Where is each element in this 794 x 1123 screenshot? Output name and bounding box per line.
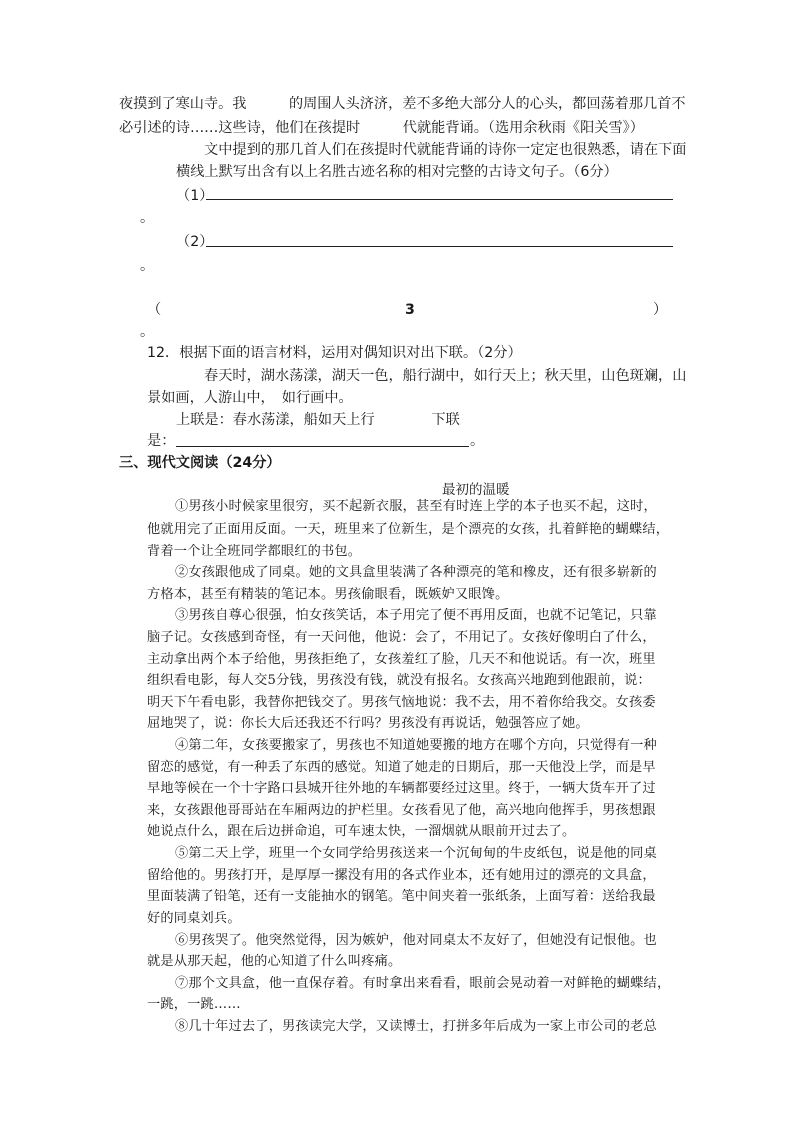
story-line: ⑧几十年过去了，男孩读完大学，又读博士，打拼多年后成为一家上市公司的老总 (175, 1019, 657, 1034)
story-line: ⑦那个文具盒，他一直保存着。有时拿出来看看，眼前会晃动着一对鲜艳的蝴蝶结， (175, 976, 671, 991)
q12-material-line-1: 春天时，湖水荡漾，湖天一色，船行湖中，如行天上；秋天里，山色斑斓，山 (204, 368, 687, 384)
q11-blank-1-period: 。 (140, 210, 155, 226)
story-line: 早地等候在一个十字路口县城开往外地的车辆都要经过这里。终于，一辆大货车开了过 (147, 781, 656, 796)
story-line: 里面装满了铅笔，还有一支能抽水的钢笔。笔中间夹着一张纸条，上面写着：送给我最 (147, 889, 656, 904)
q12-lower-label: 是： (147, 433, 176, 449)
q11-blank-2-label: （2） (176, 234, 214, 250)
q11-line-1: 夜摸到了寒山寺。我 的周围人头济济，差不多绝大部分人的心头，都回荡着那几首不 (119, 96, 686, 112)
page-number-period: 。 (140, 324, 155, 340)
story-line: 一跳，一跳…… (147, 997, 241, 1012)
story-line: 组织看电影，每人交5分钱，男孩没有钱，就没有报名。女孩高兴地跑到他跟前，说： (147, 673, 651, 688)
section-3-heading: 三、现代文阅读（24分） (119, 455, 281, 471)
story-title: 最初的温暖 (442, 482, 510, 498)
page-number: 3 (405, 302, 415, 318)
story-line: 留恋的感觉，有一种丢了东西的感觉。知道了她走的日期后，那一天他没上学，而是早 (147, 760, 656, 775)
q12-lower-end: 。 (470, 433, 485, 449)
story-line: ⑥男孩哭了。他突然觉得，因为嫉妒，他对同桌太不友好了，但她没有记恨他。也 (175, 933, 657, 948)
story-line: 脑子记。女孩感到奇怪，有一天问他，他说：会了，不用记了。女孩好像明白了什么， (147, 630, 656, 645)
story-line: 来，女孩跟他哥哥站在车厢两边的护栏里。女孩看见了他，高兴地向他挥手，男孩想跟 (147, 803, 656, 818)
q12-answer-underline[interactable] (176, 446, 469, 447)
q11-line-2: 必引述的诗……这些诗，他们在孩提时 代就能背诵。（选用余秋雨《阳关雪》） (119, 120, 644, 136)
story-line: 背着一个让全班同学都眼红的书包。 (147, 544, 362, 559)
story-line: ④第二年，女孩要搬家了，男孩也不知道她要搬的地方在哪个方向，只觉得有一种 (175, 738, 657, 753)
q11-blank-2-period: 。 (140, 258, 155, 274)
q11-blank-2-underline[interactable] (206, 246, 673, 247)
page-number-open-paren: （ (147, 302, 162, 318)
q11-blank-1-label: （1） (176, 188, 214, 204)
story-line: 好的同桌刘兵。 (147, 911, 241, 926)
q11-instruction-line-2: 横线上默写出含有以上名胜古迹名称的相对完整的古诗文句子。（6分） (176, 164, 618, 180)
story-line: ⑤第二天上学，班里一个女同学给男孩送来一个沉甸甸的牛皮纸包，说是他的同桌 (175, 846, 657, 861)
q12-heading: 12．根据下面的语言材料，运用对偶知识对出下联。（2分） (147, 345, 522, 361)
q11-instruction-line-1: 文中提到的那几首人们在孩提时代就能背诵的诗你一定定也很熟悉，请在下面 (204, 142, 687, 158)
story-line: 留给他的。男孩打开，是厚厚一摞没有用的各式作业本，还有她用过的漂亮的文具盒， (147, 868, 656, 883)
story-line: 他就用完了正面用反面。一天，班里来了位新生，是个漂亮的女孩，扎着鲜艳的蝴蝶结， (147, 522, 670, 537)
q11-blank-1-underline[interactable] (206, 199, 673, 200)
story-line: 方格本，甚至有精装的笔记本。男孩偷眼看，既嫉妒又眼馋。 (147, 587, 509, 602)
q12-upper-couplet: 上联是：春水荡漾，船如天上行 下联 (176, 412, 460, 428)
story-line: 她说点什么，跟在后边拼命追，可车速太快，一溜烟就从眼前开过去了。 (147, 824, 576, 839)
story-line: 主动拿出两个本子给他，男孩拒绝了，女孩羞红了脸，几天不和他说话。有一次，班里 (147, 652, 656, 667)
story-line: ②女孩跟他成了同桌。她的文具盒里装满了各种漂亮的笔和橡皮，还有很多崭新的 (175, 565, 657, 580)
q12-material-line-2: 景如画，人游山中， 如行画中。 (147, 390, 353, 406)
story-line: 明天下午看电影，我替你把钱交了。男孩气恼地说：我不去，用不着你给我交。女孩委 (147, 695, 656, 710)
story-line: 屈地哭了，说：你长大后还我还不行吗？男孩没有再说话，勉强答应了她。 (147, 716, 589, 731)
story-line: ①男孩小时候家里很穷，买不起新衣服，甚至有时连上学的本子也买不起，这时， (175, 499, 657, 514)
page-number-close-paren: ） (653, 302, 668, 318)
story-line: 就是从那天起，他的心知道了什么叫疼痛。 (147, 954, 402, 969)
story-line: ③男孩自尊心很强，怕女孩笑话，本子用完了便不再用反面，也就不记笔记，只靠 (175, 608, 657, 623)
